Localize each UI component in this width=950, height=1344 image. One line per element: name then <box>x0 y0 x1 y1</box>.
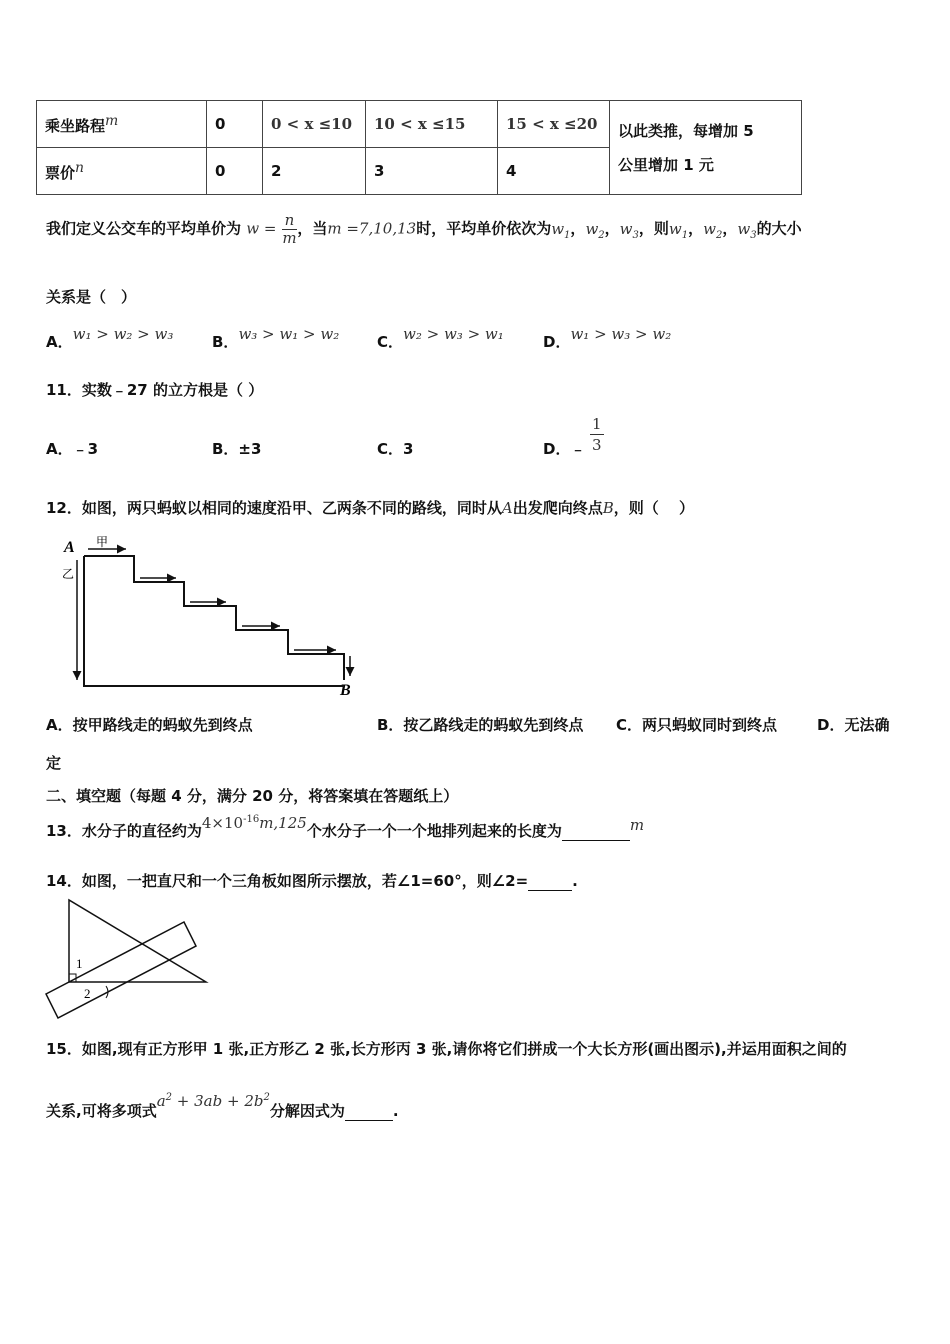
q10-stem: 我们定义公交车的平均单价为 w = $\frac{n}{m}$ ，当m =7,10,13时，平均单价依次为$w_1$，$w_2$，$w_3$，则$w_1$，$w_2$，$w_3$的大小 <box>46 211 802 247</box>
q10-option-b[interactable]: B．w₃ > w₁ > w₂ <box>212 325 340 351</box>
q12-option-b[interactable]: B．按乙路线走的蚂蚁先到终点 <box>377 716 584 734</box>
angle-1-label: 1 <box>76 956 83 971</box>
answer-blank[interactable] <box>528 872 572 891</box>
fraction-n-over-m: $\frac{n}{m}$ <box>282 211 297 247</box>
cell: 4 <box>498 148 610 195</box>
q12-option-d[interactable]: D．无法确 <box>817 716 890 734</box>
staircase-figure <box>60 530 370 702</box>
cell: 15 < x ≤20 <box>498 101 610 148</box>
answer-blank[interactable] <box>345 1102 393 1121</box>
fraction-one-third: 1 3 <box>592 415 602 454</box>
cell: 2 <box>263 148 366 195</box>
fare-table <box>36 100 802 195</box>
fig-label-jia: 甲 <box>96 535 109 549</box>
q11-stem: 11．实数﹣27 的立方根是（ ） <box>46 381 264 399</box>
q14-stem: 14．如图，一把直尺和一个三角板如图所示摆放，若∠1=60°，则∠2= . <box>46 872 578 890</box>
q11-option-a[interactable]: A．﹣3 <box>46 440 99 458</box>
q10-stem-cont: 关系是（ ） <box>46 288 137 306</box>
q13-stem: 13．水分子的直径约为$4\times 10^{-16}m,125$个水分子一个一个地排列起来的长度为 m <box>46 814 645 840</box>
section-heading: 二、填空题（每题 4 分，满分 20 分，将答案填在答题纸上） <box>46 787 459 805</box>
cell: 3 <box>366 148 498 195</box>
row-label-fare: 票价n <box>37 148 207 195</box>
fig-label-yi: 乙 <box>62 567 75 581</box>
q10-option-a[interactable]: A．w₁ > w₂ > w₃ <box>46 325 174 351</box>
fig-label-a: A <box>64 539 75 556</box>
fig-label-b: B <box>340 682 351 699</box>
q15-stem: 15．如图,现有正方形甲 1 张,正方形乙 2 张,长方形丙 3 张,请你将它们拼成一个大长方形(画出图示),并运用面积之间的 <box>46 1040 847 1058</box>
row-label-distance: 乘坐路程m <box>37 101 207 148</box>
cell: 0 < x ≤10 <box>263 101 366 148</box>
ruler-triangle-figure <box>44 898 214 1024</box>
table-note: 以此类推，每增加 5 公里增加 1 元 <box>610 101 802 195</box>
q15-stem-cont: 关系,可将多项式$a^2 + 3ab + 2b^2$分解因式为 . <box>46 1092 399 1120</box>
cell: 0 <box>207 101 263 148</box>
q11-option-c[interactable]: C．3 <box>377 440 414 458</box>
table-row <box>37 101 802 148</box>
q10-option-c[interactable]: C．w₂ > w₃ > w₁ <box>377 325 504 351</box>
q12-stem: 12．如图，两只蚂蚁以相同的速度沿甲、乙两条不同的路线，同时从A出发爬向终点B，则（ ） <box>46 499 695 517</box>
q11-option-d[interactable]: D．﹣ <box>543 440 586 458</box>
angle-2-label: 2 <box>84 986 91 1001</box>
answer-blank[interactable] <box>562 822 630 841</box>
q12-option-a[interactable]: A．按甲路线走的蚂蚁先到终点 <box>46 716 253 734</box>
cell: 0 <box>207 148 263 195</box>
cell: 10 < x ≤15 <box>366 101 498 148</box>
q10-option-d[interactable]: D．w₁ > w₃ > w₂ <box>543 325 672 351</box>
q12-option-c[interactable]: C．两只蚂蚁同时到终点 <box>616 716 778 734</box>
q11-option-b[interactable]: B．±3 <box>212 440 262 458</box>
q12-option-d-cont: 定 <box>46 754 62 772</box>
